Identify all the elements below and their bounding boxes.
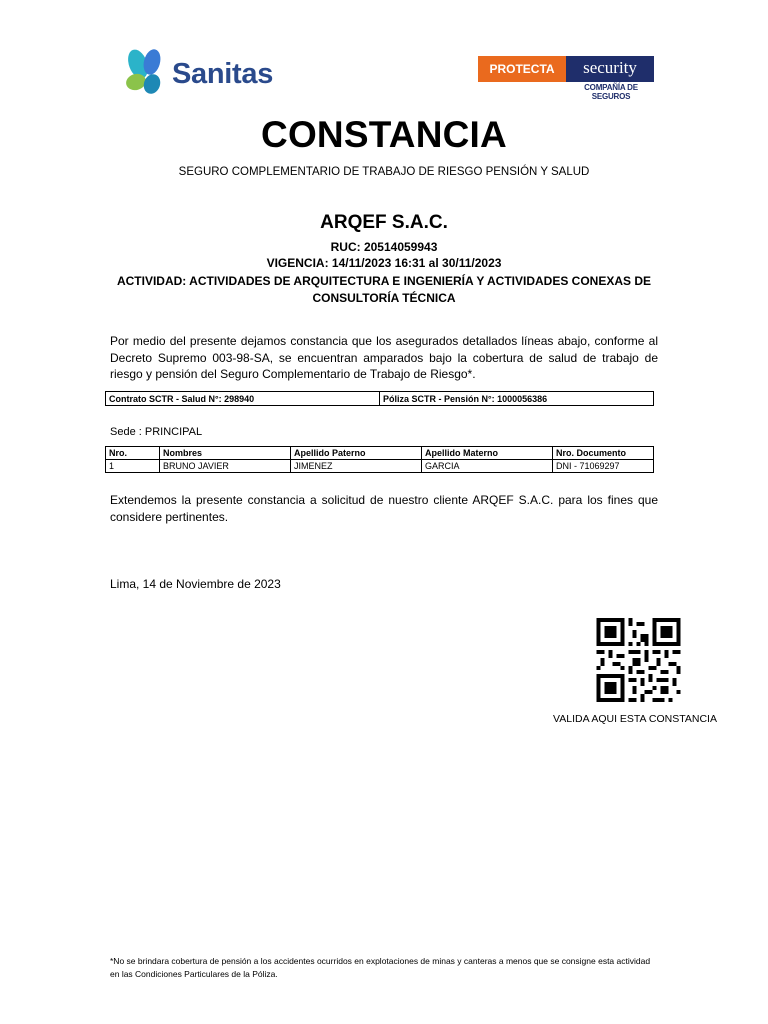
- insured-table: [105, 446, 654, 473]
- intro-paragraph: Por medio del presente dejamos constancia que los asegurados detallados líneas abajo, conforme al Decreto Supremo 003-98-SA, se encuentran amparados bajo la cobertura de salud de trabajo de riesgo y pensión del Seguro Complementario de Trabajo de Riesgo*.: [110, 334, 658, 381]
- table-row: [106, 460, 654, 473]
- contract-table: [105, 391, 654, 406]
- contract-number: Contrato SCTR - Salud N°: 298940: [106, 392, 380, 406]
- cell-apellido-materno: GARCIA: [422, 460, 553, 473]
- header-nombres: Nombres: [160, 447, 291, 460]
- security-label: security: [566, 56, 654, 82]
- company-name: ARQEF S.A.C.: [320, 212, 448, 233]
- footnote: *No se brindara cobertura de pensión a los accidentes ocurridos en explotaciones de minas y canteras a menos que se consigne esta actividad en las Condiciones Particulares de la Póliza.: [110, 956, 651, 979]
- qr-validate-label[interactable]: VALIDA AQUI ESTA CONSTANCIA: [553, 713, 717, 725]
- sanitas-wordmark: Sanitas: [172, 58, 274, 90]
- ruc-line: RUC: 20514059943: [330, 240, 438, 254]
- closing-paragraph: Extendemos la presente constancia a solicitud de nuestro cliente ARQEF S.A.C. para los fines que considere pertinentes.: [110, 493, 658, 524]
- qr-code[interactable]: [594, 618, 683, 702]
- protecta-security-logo: [478, 56, 656, 101]
- vigencia-line: VIGENCIA: 14/11/2023 16:31 al 30/11/2023: [266, 256, 502, 270]
- butterfly-icon: [122, 44, 172, 100]
- document-title: CONSTANCIA: [261, 114, 507, 155]
- header-nro: Nro.: [106, 447, 160, 460]
- cell-apellido-paterno: JIMENEZ: [291, 460, 422, 473]
- activity-line: ACTIVIDAD: ACTIVIDADES DE ARQUITECTURA E INGENIERÍA Y ACTIVIDADES CONEXAS DE CONSULTORÍA TÉCNICA: [116, 274, 652, 305]
- sanitas-logo: [122, 44, 292, 100]
- protecta-subtitle: COMPAÑÍA DE SEGUROS: [584, 83, 638, 101]
- cell-nro: 1: [106, 460, 160, 473]
- document-subtitle: SEGURO COMPLEMENTARIO DE TRABAJO DE RIESGO PENSIÓN Y SALUD: [178, 166, 590, 178]
- header-apellido-paterno: Apellido Paterno: [291, 447, 422, 460]
- table-header-row: [106, 447, 654, 460]
- protecta-label: PROTECTA: [478, 56, 566, 82]
- sede-line: Sede : PRINCIPAL: [110, 426, 203, 438]
- policy-number: Póliza SCTR - Pensión N°: 1000056386: [380, 392, 654, 406]
- cell-nro-documento: DNI - 71069297: [553, 460, 654, 473]
- date-line: Lima, 14 de Noviembre de 2023: [110, 577, 281, 591]
- cell-nombres: BRUNO JAVIER: [160, 460, 291, 473]
- header-apellido-materno: Apellido Materno: [422, 447, 553, 460]
- header-nro-documento: Nro. Documento: [553, 447, 654, 460]
